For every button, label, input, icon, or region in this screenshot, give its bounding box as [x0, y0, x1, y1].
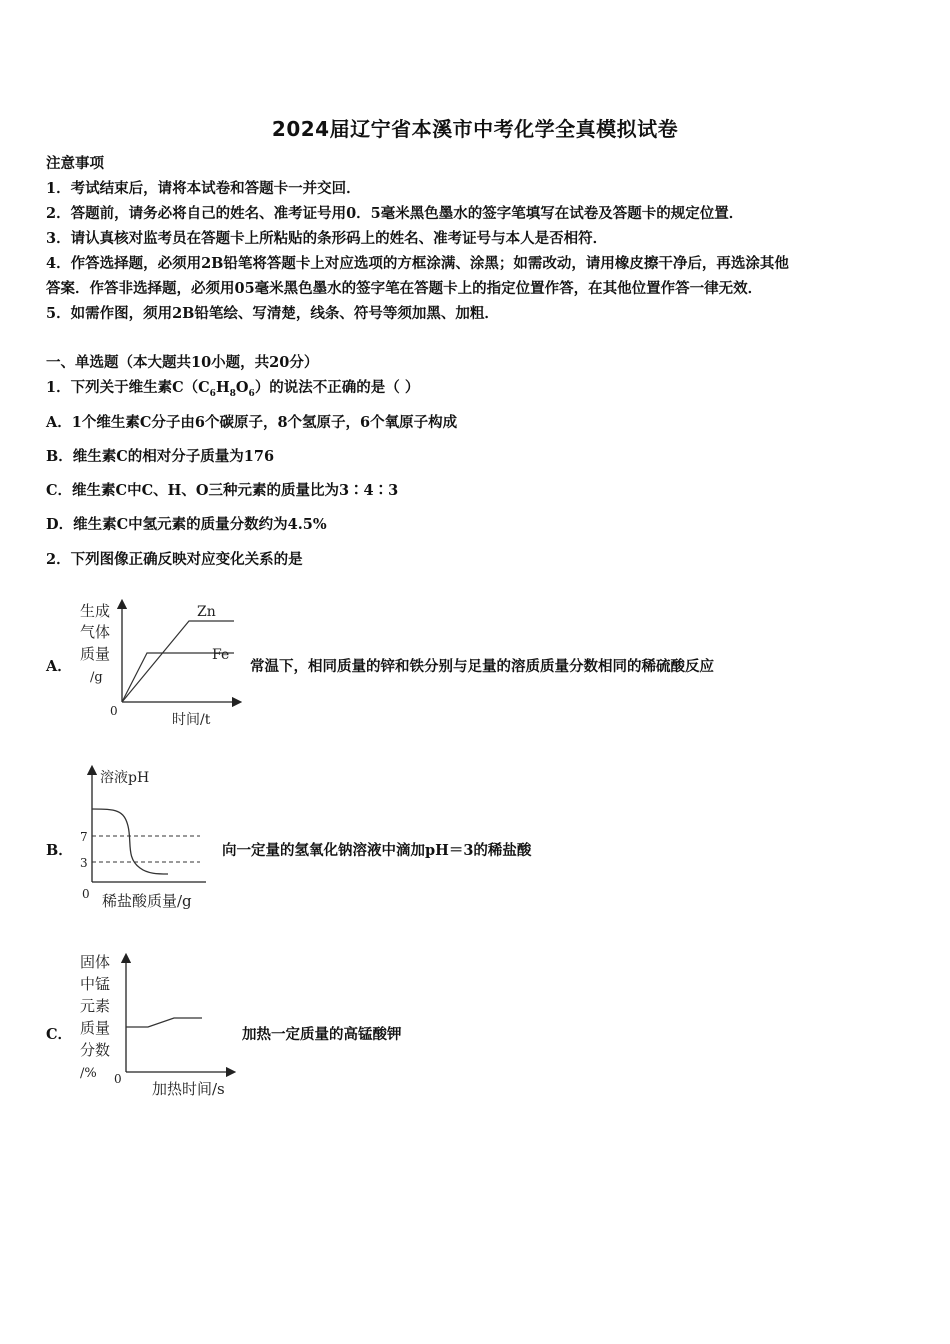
- graph-a-xlabel: 时间/t: [172, 712, 211, 728]
- graph-b-tick-7: 7: [80, 830, 88, 844]
- graph-a-ylabel-4: /g: [90, 670, 103, 685]
- graph-a-zn-label: Zn: [197, 604, 216, 620]
- q2-option-b-label: B．: [46, 842, 73, 859]
- notice-item-2: 2．答题前，请务必将自己的姓名、准考证号用0．5毫米黑色墨水的签字笔填写在试卷及答题卡的规定位置．: [46, 205, 744, 222]
- graph-c-ylabel-4: 质量: [80, 1019, 111, 1037]
- graph-a-fe-label: Fe: [212, 647, 230, 663]
- graph-c-ylabel-5: 分数: [80, 1041, 111, 1059]
- graph-a-origin: 0: [110, 704, 118, 718]
- graph-c-origin: 0: [114, 1072, 122, 1086]
- graph-c-ylabel-1: 固体: [80, 953, 111, 971]
- graph-c-ylabel-3: 元素: [80, 997, 111, 1015]
- graph-c-ylabel-6: /%: [80, 1066, 97, 1081]
- graph-a: [72, 592, 247, 732]
- notice-item-1: 1．考试结束后，请将本试卷和答题卡一并交回．: [46, 180, 361, 197]
- q2-option-c-text: 加热一定质量的高锰酸钾: [242, 1026, 402, 1043]
- notice-item-4: 4．作答选择题，必须用2B铅笔将答题卡上对应选项的方框涂满、涂黑；如需改动，请用橡皮擦干净后，再选涂其他: [46, 255, 789, 272]
- q1-option-c: C．维生素C中C、H、O三种元素的质量比为3∶4∶3: [46, 482, 399, 499]
- graph-a-ylabel-2: 气体: [80, 623, 111, 641]
- graph-b-origin: 0: [82, 887, 90, 901]
- q1-option-d: D．维生素C中氢元素的质量分数约为4.5%: [46, 516, 327, 533]
- q2-stem: 2．下列图像正确反映对应变化关系的是: [46, 551, 303, 568]
- graph-c-line: [126, 1018, 202, 1027]
- q1-option-b: B．维生素C的相对分子质量为176: [46, 448, 275, 465]
- notice-heading: 注意事项: [46, 155, 104, 172]
- section-heading: 一、单选题（本大题共10小题，共20分）: [46, 354, 319, 371]
- q1-stem: 1．下列关于维生素$C(C_6H_8O_6)$的说法不正确的是（ ）: [46, 379, 420, 399]
- graph-b-curve: [92, 809, 168, 874]
- notice-item-4-cont: 答案．作答非选择题，必须用05毫米黑色墨水的签字笔在答题卡上的指定位置作答，在其他位置作答一律无效．: [46, 280, 763, 297]
- graph-a-ylabel-3: 质量: [80, 645, 111, 663]
- q2-option-a-text: 常温下，相同质量的锌和铁分别与足量的溶质质量分数相同的稀硫酸反应: [250, 658, 714, 675]
- notice-item-3: 3．请认真核对监考员在答题卡上所粘贴的条形码上的姓名、准考证号与本人是否相符．: [46, 230, 608, 247]
- page-title: 2024届辽宁省本溪市中考化学全真模拟试卷: [271, 117, 679, 141]
- q2-option-b-text: 向一定量的氢氧化钠溶液中滴加pH＝3的稀盐酸: [222, 842, 532, 859]
- notice-item-5: 5．如需作图，须用2B铅笔绘、写清楚，线条、符号等须加黑、加粗．: [46, 305, 499, 322]
- graph-c: [76, 948, 241, 1100]
- graph-a-ylabel-1: 生成: [80, 602, 111, 620]
- q2-option-c-label: C．: [46, 1026, 73, 1043]
- graph-c-xlabel: 加热时间/s: [152, 1080, 225, 1098]
- graph-b-xlabel: 稀盐酸质量/g: [102, 892, 192, 910]
- q2-option-a-label: A．: [46, 658, 72, 675]
- graph-b: [76, 762, 216, 914]
- graph-b-tick-3: 3: [80, 856, 88, 870]
- graph-b-ylabel: 溶液pH: [100, 770, 150, 786]
- graph-c-ylabel-2: 中锰: [80, 975, 111, 993]
- q1-option-a: A．1个维生素C分子由6个碳原子，8个氢原子，6个氧原子构成: [46, 414, 458, 431]
